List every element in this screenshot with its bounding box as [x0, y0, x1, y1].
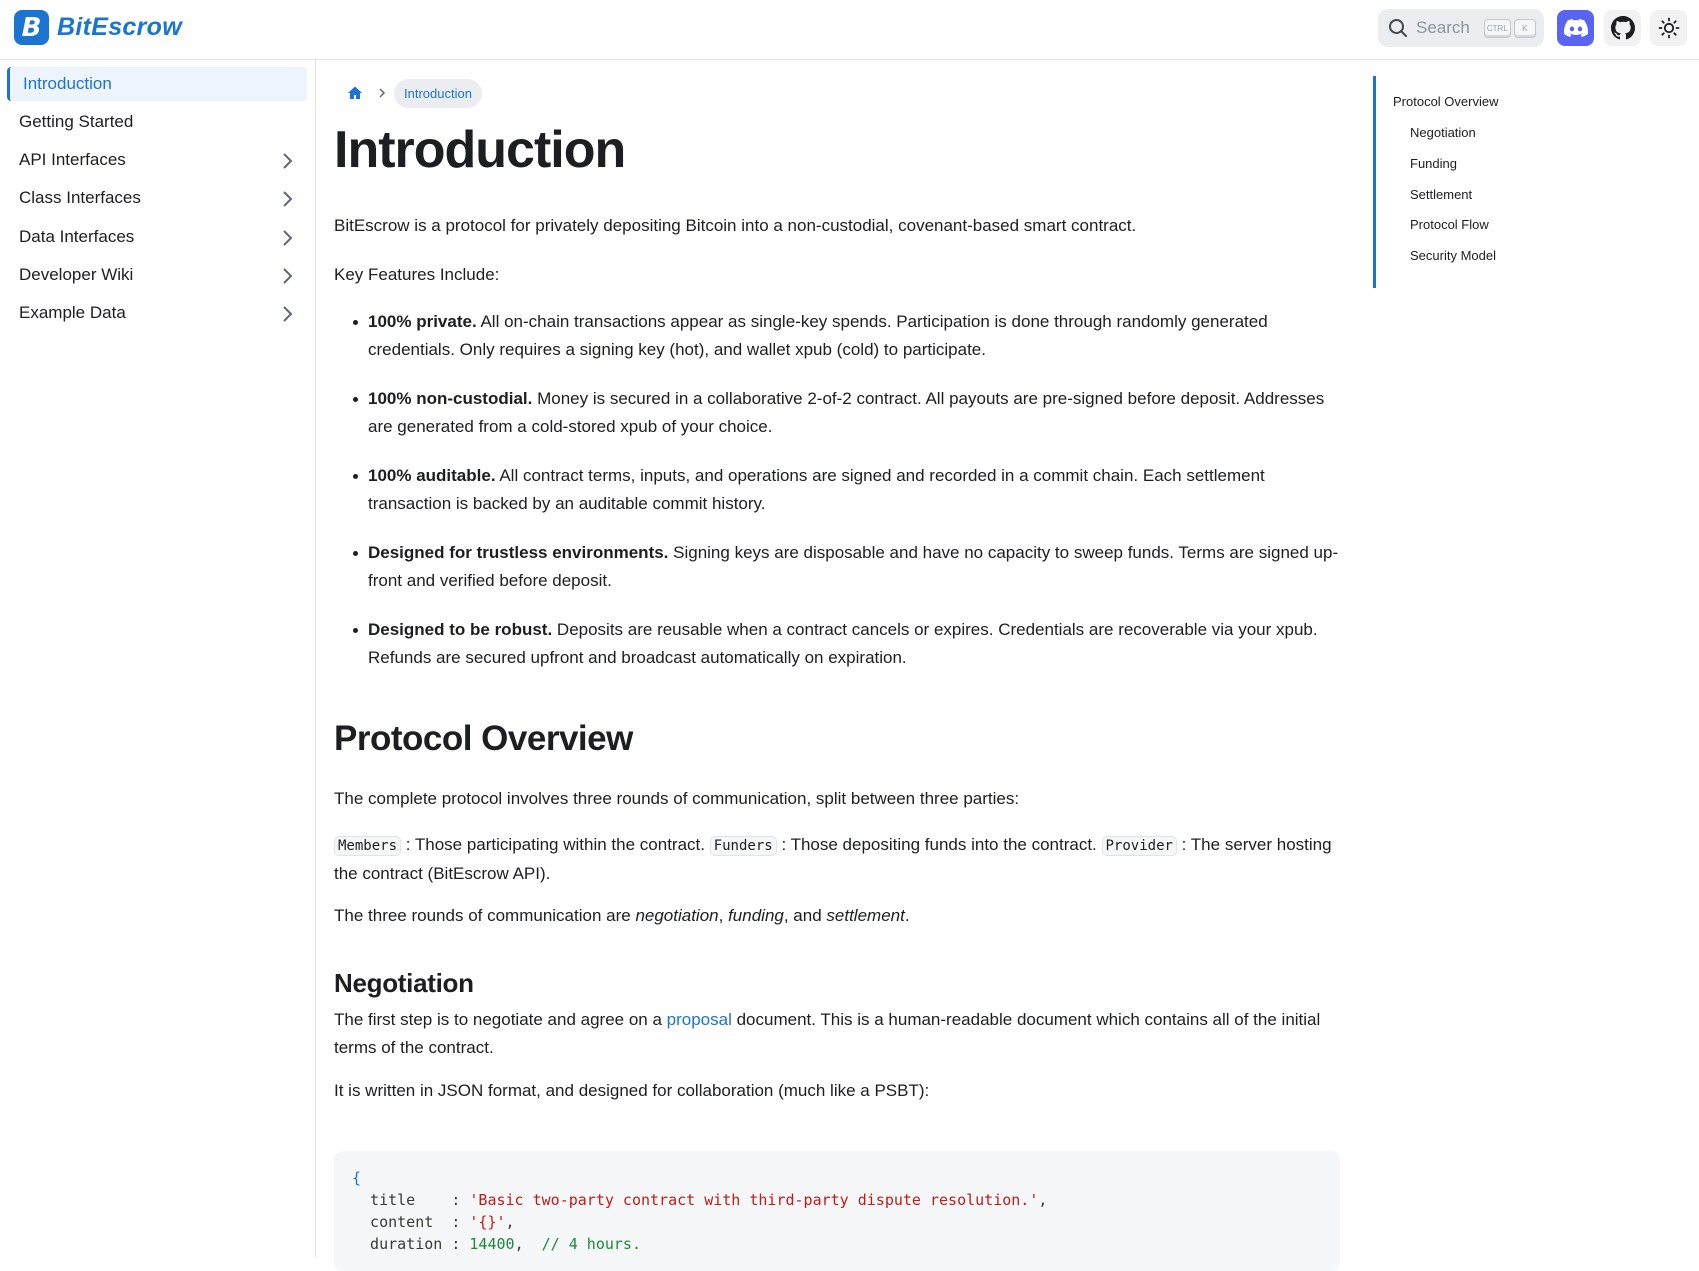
- key-features-label: Key Features Include:: [334, 265, 500, 284]
- theme-toggle-button[interactable]: [1650, 10, 1687, 46]
- sidebar-item-label: Getting Started: [19, 112, 134, 131]
- navbar: [0, 0, 1699, 60]
- kbd-k: K: [1514, 19, 1536, 38]
- code-key: duration :: [352, 1235, 470, 1253]
- round-settlement: settlement: [826, 906, 905, 925]
- search-shortcut: [1484, 19, 1536, 38]
- sidebar-item-getting-started[interactable]: [7, 105, 307, 139]
- chevron-right-icon[interactable]: [281, 267, 293, 285]
- sidebar-item-label: Developer Wiki: [19, 265, 134, 284]
- sidebar-item-label: Example Data: [19, 303, 126, 322]
- toc-item-settlement[interactable]: Settlement: [1410, 187, 1473, 202]
- feature-text: All contract terms, inputs, and operations are signed and recorded in a commit chain. Each settlement transaction is backed by an auditable commit history.: [368, 466, 1265, 513]
- rounds-paragraph: [334, 902, 1340, 930]
- sidebar-item-label: API Interfaces: [19, 150, 126, 169]
- chevron-right-icon: [378, 87, 386, 99]
- list-item: [334, 462, 1340, 518]
- negotiation-heading: Negotiation: [334, 968, 474, 998]
- toc-item-protocol-overview[interactable]: Protocol Overview: [1393, 94, 1499, 109]
- negotiation-suffix: document. This is a human-readable document which contains all of the initial terms of the contract.: [334, 1010, 1321, 1057]
- chevron-right-icon[interactable]: [281, 152, 293, 170]
- code-punct: ,: [514, 1235, 542, 1253]
- toc-item-negotiation[interactable]: Negotiation: [1410, 125, 1476, 140]
- protocol-overview-paragraph: The complete protocol involves three rounds of communication, split between three parties:: [334, 789, 1020, 808]
- json-format-paragraph: It is written in JSON format, and designed for collaboration (much like a PSBT):: [334, 1081, 930, 1100]
- funders-code: Funders: [710, 836, 777, 856]
- search-label: Search: [1416, 18, 1470, 37]
- negotiation-prefix: The first step is to negotiate and agree on a: [334, 1010, 667, 1029]
- feature-title: 100% private.: [368, 312, 477, 331]
- sidebar-item-class-interfaces[interactable]: [7, 181, 307, 215]
- feature-text: All on-chain transactions appear as single-key spends. Participation is done through randomly generated credentials. Only requires a signing key (hot), and wallet xpub (cold) to participate.: [368, 312, 1268, 359]
- logo-letter: B: [21, 12, 42, 43]
- page-title: Introduction: [334, 121, 626, 179]
- protocol-overview-heading: Protocol Overview: [334, 719, 633, 758]
- members-text: : Those participating within the contract.: [401, 835, 710, 854]
- chevron-right-icon[interactable]: [281, 190, 293, 208]
- table-of-contents: [1373, 76, 1633, 288]
- logo[interactable]: [14, 10, 182, 45]
- discord-button[interactable]: [1557, 10, 1594, 46]
- code-brace: {: [352, 1169, 362, 1187]
- github-button[interactable]: [1604, 10, 1641, 46]
- feature-title: 100% auditable.: [368, 466, 496, 485]
- home-icon: [347, 85, 363, 101]
- round-negotiation: negotiation: [635, 906, 719, 925]
- provider-code: Provider: [1102, 836, 1177, 856]
- logo-mark: [14, 10, 49, 45]
- sidebar-item-label: Data Interfaces: [19, 227, 135, 246]
- breadcrumb-home[interactable]: [344, 82, 366, 104]
- discord-icon: [1564, 19, 1588, 37]
- code-key: title :: [352, 1191, 470, 1209]
- feature-text: Signing keys are disposable and have no capacity to sweep funds. Terms are signed up-front and verified before deposit.: [368, 543, 1339, 590]
- sidebar-item-introduction[interactable]: [7, 67, 307, 101]
- code-punct: ,: [505, 1213, 515, 1231]
- members-code: Members: [334, 836, 401, 856]
- list-item: [334, 539, 1340, 595]
- intro-paragraph: BitEscrow is a protocol for privately depositing Bitcoin into a non-custodial, covenant-based smart contract.: [334, 216, 1137, 235]
- sidebar-item-api-interfaces[interactable]: [7, 143, 307, 177]
- code-block[interactable]: [334, 1151, 1340, 1271]
- rounds-prefix: The three rounds of communication are: [334, 906, 636, 925]
- sun-icon: [1658, 17, 1680, 39]
- kbd-ctrl: CTRL: [1484, 19, 1511, 38]
- rounds-sep: , and: [783, 906, 827, 925]
- features-list: [334, 308, 1340, 693]
- sidebar-item-label: Class Interfaces: [19, 188, 141, 207]
- code-punct: ,: [1038, 1191, 1048, 1209]
- logo-text: BitEscrow: [57, 13, 182, 41]
- list-item: [334, 385, 1340, 441]
- sidebar-item-data-interfaces[interactable]: [7, 220, 307, 254]
- github-icon: [1611, 16, 1635, 40]
- feature-title: Designed to be robust.: [368, 620, 553, 639]
- sidebar-item-developer-wiki[interactable]: [7, 258, 307, 292]
- code-key: content :: [352, 1213, 470, 1231]
- code-comment: // 4 hours.: [541, 1235, 641, 1253]
- list-item: [334, 308, 1340, 364]
- chevron-right-icon[interactable]: [281, 305, 293, 323]
- feature-text: Money is secured in a collaborative 2-of-2 contract. All payouts are pre-signed before deposit. Addresses are generated from a cold-stored xpub of your choice.: [368, 389, 1325, 436]
- sidebar-item-example-data[interactable]: [7, 296, 307, 330]
- chevron-right-icon[interactable]: [281, 229, 293, 247]
- proposal-link[interactable]: proposal: [666, 1010, 732, 1029]
- negotiation-paragraph: [334, 1006, 1340, 1062]
- toc-item-protocol-flow[interactable]: Protocol Flow: [1410, 217, 1489, 232]
- search-button[interactable]: [1378, 9, 1544, 47]
- breadcrumb-current: Introduction: [394, 79, 482, 108]
- parties-paragraph: [334, 831, 1340, 888]
- provider-text: : The server hosting the contract (BitEscrow API).: [334, 835, 1332, 883]
- toc-item-funding[interactable]: Funding: [1410, 156, 1457, 171]
- toc-item-security-model[interactable]: Security Model: [1410, 248, 1496, 263]
- list-item: [334, 616, 1340, 672]
- breadcrumb: [334, 78, 482, 108]
- code-string: '{}': [469, 1213, 506, 1231]
- feature-title: 100% non-custodial.: [368, 389, 533, 408]
- rounds-suffix: .: [904, 906, 910, 925]
- sidebar-item-label: Introduction: [23, 74, 112, 93]
- round-funding: funding: [728, 906, 784, 925]
- rounds-sep: ,: [718, 906, 729, 925]
- code-string: 'Basic two-party contract with third-party dispute resolution.': [469, 1191, 1039, 1209]
- feature-title: Designed for trustless environments.: [368, 543, 669, 562]
- feature-text: Deposits are reusable when a contract cancels or expires. Credentials are recoverable via your xpub. Refunds are secured upfront and broadcast automatically on expiration.: [368, 620, 1318, 667]
- search-icon: [1388, 18, 1408, 38]
- funders-text: : Those depositing funds into the contract.: [776, 835, 1102, 854]
- sidebar: [0, 60, 316, 1257]
- code-number: 14400: [469, 1235, 515, 1253]
